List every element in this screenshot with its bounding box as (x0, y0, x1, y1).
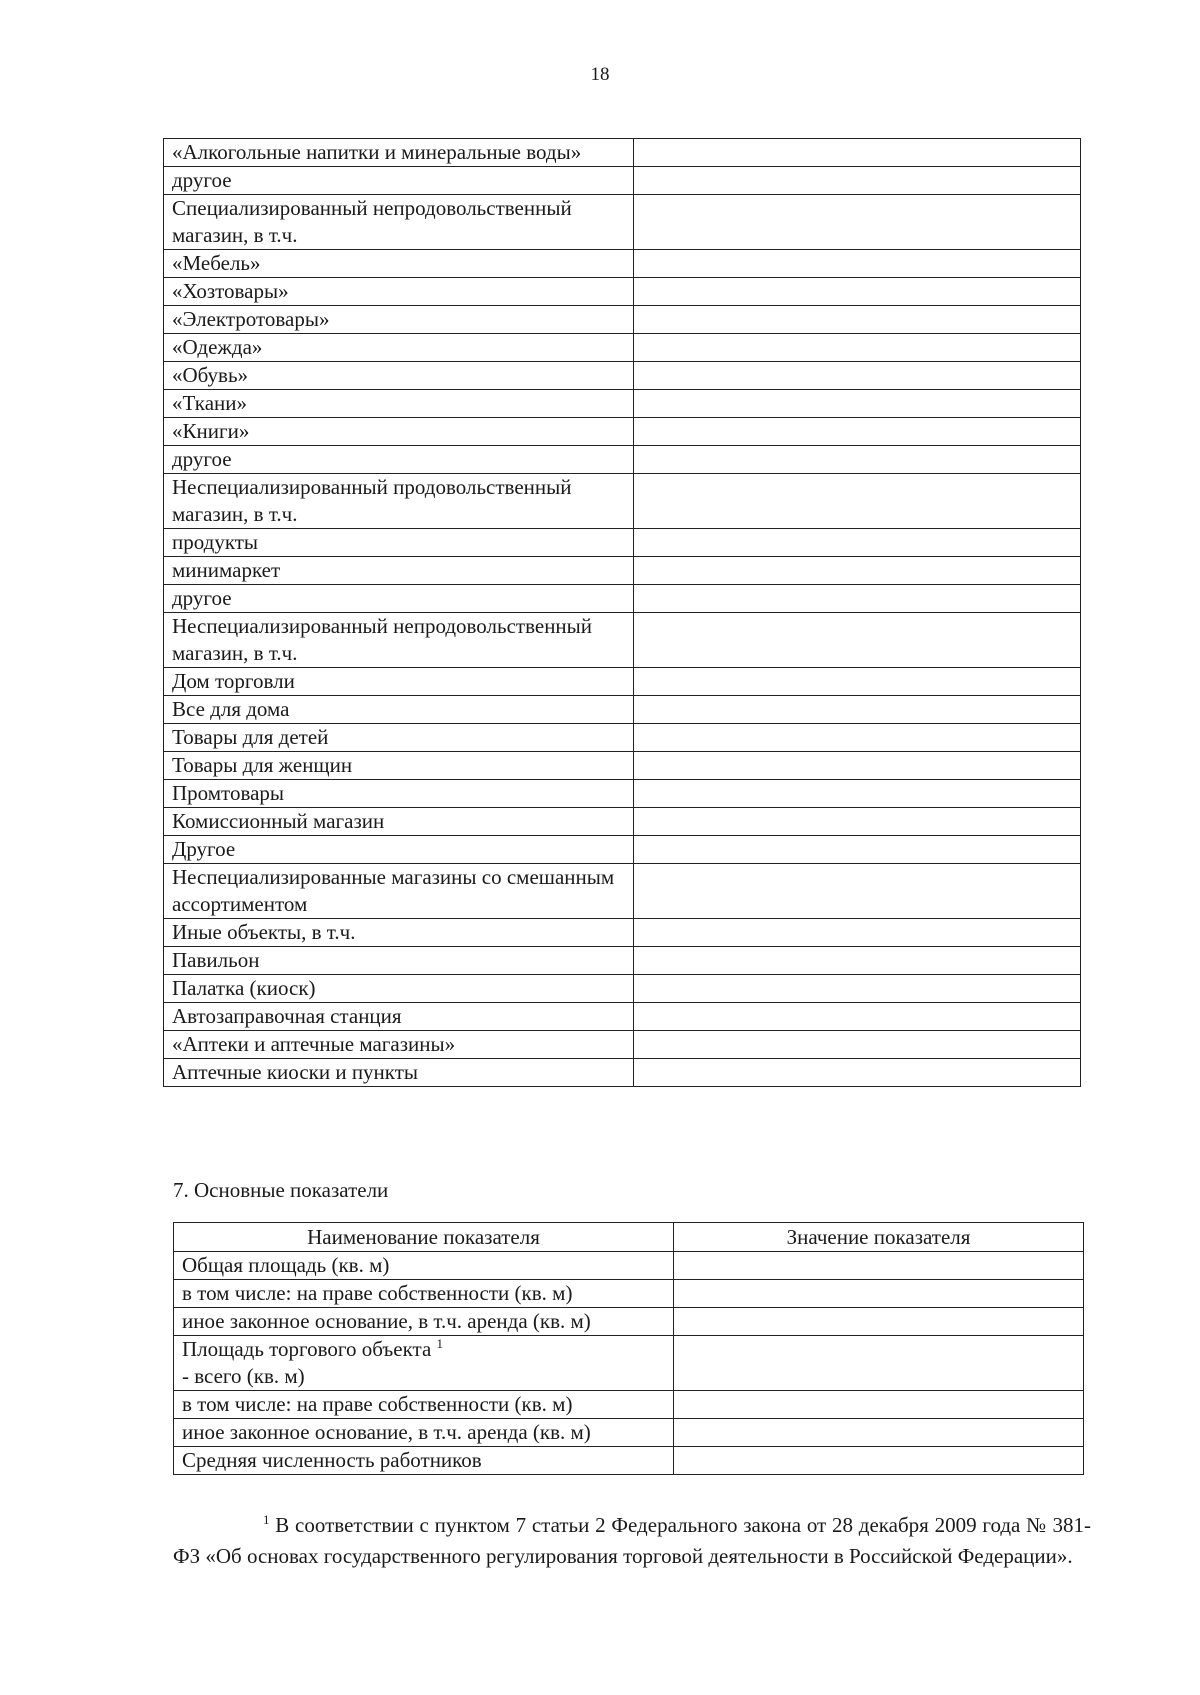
object-value-cell[interactable] (634, 390, 1081, 418)
object-type-cell: Все для дома (164, 696, 634, 724)
indicator-name-cell (174, 1280, 674, 1308)
indicator-name-line2: - всего (кв. м) (182, 1364, 305, 1388)
object-value-cell[interactable] (634, 250, 1081, 278)
object-value-cell[interactable] (634, 1031, 1081, 1059)
table-row (164, 864, 1081, 919)
table-row (164, 752, 1081, 780)
object-value-cell[interactable] (634, 278, 1081, 306)
indicator-name: иное законное основание, в т.ч. аренда (кв. м) (182, 1420, 591, 1444)
object-value-cell[interactable] (634, 919, 1081, 947)
table-row (164, 418, 1081, 446)
table-row (164, 529, 1081, 557)
table-row (164, 808, 1081, 836)
indicator-name-header: Наименование показателя (174, 1223, 674, 1252)
indicator-name-cell (174, 1419, 674, 1447)
indicator-name: Общая площадь (кв. м) (182, 1253, 390, 1277)
table-row (164, 724, 1081, 752)
indicator-name: Площадь торгового объекта (182, 1337, 432, 1361)
indicator-name: в том числе: на праве собственности (кв. м) (182, 1392, 573, 1416)
object-type-cell: «Хозтовары» (164, 278, 634, 306)
table-row (164, 585, 1081, 613)
table-row (164, 139, 1081, 167)
table-row (164, 1031, 1081, 1059)
indicator-value-cell[interactable] (674, 1447, 1084, 1475)
object-type-cell: Аптечные киоски и пункты (164, 1059, 634, 1087)
object-type-cell: другое (164, 585, 634, 613)
indicator-name-cell (174, 1252, 674, 1280)
footnote (173, 1510, 1091, 1572)
object-type-cell: другое (164, 446, 634, 474)
object-value-cell[interactable] (634, 752, 1081, 780)
object-value-cell[interactable] (634, 557, 1081, 585)
indicator-value-cell[interactable] (674, 1252, 1084, 1280)
object-value-cell[interactable] (634, 724, 1081, 752)
object-value-cell[interactable] (634, 306, 1081, 334)
object-value-cell[interactable] (634, 139, 1081, 167)
indicator-name-cell (174, 1336, 674, 1391)
table-row (174, 1447, 1084, 1475)
indicator-name: Средняя численность работников (182, 1448, 482, 1472)
object-type-cell: Специализированный непродовольственный магазин, в т.ч. (164, 195, 634, 250)
trade-objects-table (163, 138, 1081, 1087)
object-value-cell[interactable] (634, 195, 1081, 250)
page-number: 18 (590, 64, 610, 85)
object-value-cell[interactable] (634, 446, 1081, 474)
object-value-cell[interactable] (634, 613, 1081, 668)
object-type-cell: «Одежда» (164, 334, 634, 362)
table-row (164, 836, 1081, 864)
object-type-cell: Товары для женщин (164, 752, 634, 780)
object-type-cell: «Книги» (164, 418, 634, 446)
table-row (164, 474, 1081, 529)
object-type-cell: «Мебель» (164, 250, 634, 278)
table-row (164, 557, 1081, 585)
section-title: 7. Основные показатели (173, 1178, 389, 1202)
table-row (164, 334, 1081, 362)
table-row (164, 696, 1081, 724)
table-row (164, 362, 1081, 390)
footnote-marker: 1 (263, 1512, 270, 1527)
object-value-cell[interactable] (634, 167, 1081, 195)
table-row (164, 780, 1081, 808)
footnote-text: В соответствии с пунктом 7 статьи 2 Федерального закона от 28 декабря 2009 года № 381-ФЗ «Об основах государственного регулирования торговой деятельности в Российской Федерации». (173, 1513, 1091, 1568)
object-type-cell: продукты (164, 529, 634, 557)
table-row (164, 195, 1081, 250)
indicator-value-cell[interactable] (674, 1391, 1084, 1419)
object-value-cell[interactable] (634, 808, 1081, 836)
object-type-cell: Неспециализированный непродовольственный магазин, в т.ч. (164, 613, 634, 668)
object-value-cell[interactable] (634, 585, 1081, 613)
object-value-cell[interactable] (634, 780, 1081, 808)
indicators-table (173, 1222, 1084, 1475)
table-row (174, 1391, 1084, 1419)
object-type-cell: Промтовары (164, 780, 634, 808)
object-type-cell: «Электротовары» (164, 306, 634, 334)
object-type-cell: Автозаправочная станция (164, 1003, 634, 1031)
table-row (164, 390, 1081, 418)
table-row (174, 1336, 1084, 1391)
object-value-cell[interactable] (634, 418, 1081, 446)
object-type-cell: Неспециализированный продовольственный магазин, в т.ч. (164, 474, 634, 529)
table-row (164, 919, 1081, 947)
table-row (164, 278, 1081, 306)
table-row (164, 1003, 1081, 1031)
object-type-cell: другое (164, 167, 634, 195)
object-type-cell: минимаркет (164, 557, 634, 585)
object-value-cell[interactable] (634, 1059, 1081, 1087)
indicator-name-cell (174, 1447, 674, 1475)
object-value-cell[interactable] (634, 334, 1081, 362)
table-row (164, 668, 1081, 696)
table-row (164, 167, 1081, 195)
object-type-cell: «Обувь» (164, 362, 634, 390)
object-value-cell[interactable] (634, 668, 1081, 696)
object-value-cell[interactable] (634, 975, 1081, 1003)
indicator-value-cell[interactable] (674, 1280, 1084, 1308)
table-row (174, 1419, 1084, 1447)
indicator-name: иное законное основание, в т.ч. аренда (кв. м) (182, 1309, 591, 1333)
table-row (174, 1252, 1084, 1280)
object-value-cell[interactable] (634, 947, 1081, 975)
indicator-value-cell[interactable] (674, 1419, 1084, 1447)
object-type-cell: Палатка (киоск) (164, 975, 634, 1003)
object-type-cell: Комиссионный магазин (164, 808, 634, 836)
table-row (164, 975, 1081, 1003)
indicator-value-cell[interactable] (674, 1336, 1084, 1391)
indicator-name: в том числе: на праве собственности (кв. м) (182, 1281, 573, 1305)
object-value-cell[interactable] (634, 1003, 1081, 1031)
table-row (164, 613, 1081, 668)
indicator-value-cell[interactable] (674, 1308, 1084, 1336)
footnote-reference: 1 (436, 1336, 444, 1351)
table-row (164, 947, 1081, 975)
table-row (174, 1308, 1084, 1336)
object-value-cell[interactable] (634, 696, 1081, 724)
table-row (174, 1280, 1084, 1308)
object-value-cell[interactable] (634, 864, 1081, 919)
object-type-cell: «Ткани» (164, 390, 634, 418)
indicators-table-body (174, 1252, 1084, 1475)
indicator-name-cell (174, 1308, 674, 1336)
object-value-cell[interactable] (634, 529, 1081, 557)
object-type-cell: Иные объекты, в т.ч. (164, 919, 634, 947)
object-type-cell: Павильон (164, 947, 634, 975)
object-value-cell[interactable] (634, 474, 1081, 529)
object-value-cell[interactable] (634, 836, 1081, 864)
object-type-cell: «Алкогольные напитки и минеральные воды» (164, 139, 634, 167)
object-type-cell: Неспециализированные магазины со смешанным ассортиментом (164, 864, 634, 919)
table-row (164, 250, 1081, 278)
object-type-cell: Другое (164, 836, 634, 864)
table-row (164, 306, 1081, 334)
indicator-value-header: Значение показателя (674, 1223, 1084, 1252)
indicators-header-row (174, 1223, 1084, 1252)
object-value-cell[interactable] (634, 362, 1081, 390)
object-type-cell: Дом торговли (164, 668, 634, 696)
indicator-name-cell (174, 1391, 674, 1419)
trade-objects-table-body (164, 139, 1081, 1087)
object-type-cell: «Аптеки и аптечные магазины» (164, 1031, 634, 1059)
object-type-cell: Товары для детей (164, 724, 634, 752)
table-row (164, 1059, 1081, 1087)
table-row (164, 446, 1081, 474)
